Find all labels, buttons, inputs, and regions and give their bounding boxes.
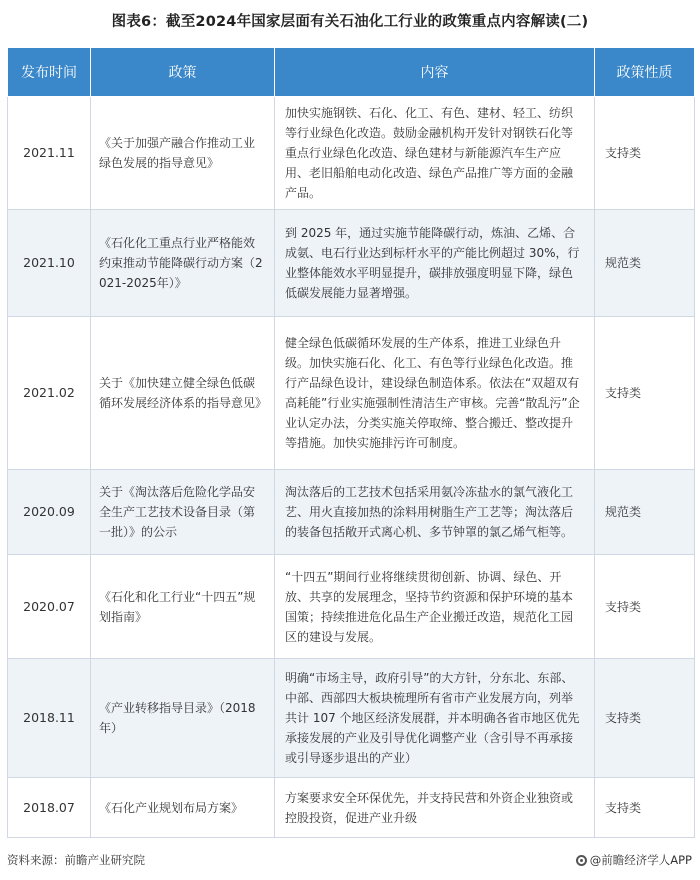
table-row (8, 317, 695, 470)
table-row (8, 778, 695, 838)
source-note: 资料来源：前瞻产业研究院 (7, 853, 145, 867)
row-content: 明确“市场主导，政府引导”的大方针，分东北、东部、中部、西部四大板块梳理所有省市产业发展方向，列举共计 107 个地区经济发展群，并本明确各省市地区优先承接发展的产业及引导优化调整产业（含引导不再承接或引导逐步退出的产业） (275, 659, 595, 778)
table-row (8, 210, 695, 317)
row-content: 淘汰落后的工艺技术包括采用氨冷冻盐水的氯气液化工艺、用火直接加热的涂料用树脂生产工艺等；淘汰落后的装备包括敞开式离心机、多节钟罩的氯乙烯气柜等。 (275, 470, 595, 555)
table-row (8, 470, 695, 555)
row-content: “十四五”期间行业将继续贯彻创新、协调、绿色、开放、共享的发展理念，坚持节约资源和保护环境的基本国策；持续推进危化品生产企业搬迁改造，规范化工园区的建设与发展。 (275, 555, 595, 659)
row-policy: 关于《淘汰落后危险化学品安全生产工艺技术设备目录（第一批）》的公示 (91, 470, 275, 555)
row-date: 2020.09 (8, 470, 91, 555)
row-nature: 支持类 (595, 659, 695, 778)
table-row (8, 555, 695, 659)
table-header-row (8, 48, 695, 97)
header-content: 内容 (275, 48, 595, 97)
brand-credit (576, 852, 692, 868)
row-policy: 关于《加快建立健全绿色低碳循环发展经济体系的指导意见》 (91, 317, 275, 470)
row-date: 2021.10 (8, 210, 91, 317)
row-nature: 支持类 (595, 97, 695, 210)
table-row (8, 97, 695, 210)
row-content: 方案要求安全环保优先，并支持民营和外资企业独资或控股投资，促进产业升级 (275, 778, 595, 838)
row-date: 2018.07 (8, 778, 91, 838)
row-date: 2021.11 (8, 97, 91, 210)
row-policy: 《石化产业规划布局方案》 (91, 778, 275, 838)
header-date: 发布时间 (8, 48, 91, 97)
row-nature: 规范类 (595, 210, 695, 317)
row-nature: 规范类 (595, 470, 695, 555)
row-date: 2021.02 (8, 317, 91, 470)
row-policy: 《产业转移指导目录》（2018年） (91, 659, 275, 778)
policy-table (7, 47, 695, 838)
row-nature: 支持类 (595, 317, 695, 470)
row-policy: 《石化和化工行业“十四五”规划指南》 (91, 555, 275, 659)
table-row (8, 659, 695, 778)
row-policy: 《关于加强产融合作推动工业绿色发展的指导意见》 (91, 97, 275, 210)
row-nature: 支持类 (595, 555, 695, 659)
row-content: 加快实施钢铁、石化、化工、有色、建材、轻工、纺织等行业绿色化改造。鼓励金融机构开发针对钢铁石化等重点行业绿色化改造、绿色建材与新能源汽车生产应用、老旧船舶电动化改造、绿色产品推广等方面的金融产品。 (275, 97, 595, 210)
row-content: 到 2025 年，通过实施节能降碳行动，炼油、乙烯、合成氨、电石行业达到标杆水平的产能比例超过 30%，行业整体能效水平明显提升，碳排放强度明显下降，绿色低碳发展能力显著增强。 (275, 210, 595, 317)
header-policy: 政策 (91, 48, 275, 97)
row-date: 2020.07 (8, 555, 91, 659)
qianzhan-logo-icon (576, 855, 587, 866)
brand-credit-text: @前瞻经济学人APP (589, 853, 692, 867)
row-nature: 支持类 (595, 778, 695, 838)
header-nature: 政策性质 (595, 48, 695, 97)
row-date: 2018.11 (8, 659, 91, 778)
row-policy: 《石化化工重点行业严格能效约束推动节能降碳行动方案（2021-2025年）》 (91, 210, 275, 317)
figure-title: 图表6：截至2024年国家层面有关石油化工行业的政策重点内容解读(二) (111, 14, 589, 30)
row-content: 健全绿色低碳循环发展的生产体系，推进工业绿色升级。加快实施石化、化工、有色等行业绿色化改造。推行产品绿色设计，建设绿色制造体系。依法在“双超双有高耗能”行业实施强制性清洁生产审核。完善“散乱污”企业认定办法，分类实施关停取缔、整合搬迁、整改提升等措施。加快实施排污许可制度。 (275, 317, 595, 470)
